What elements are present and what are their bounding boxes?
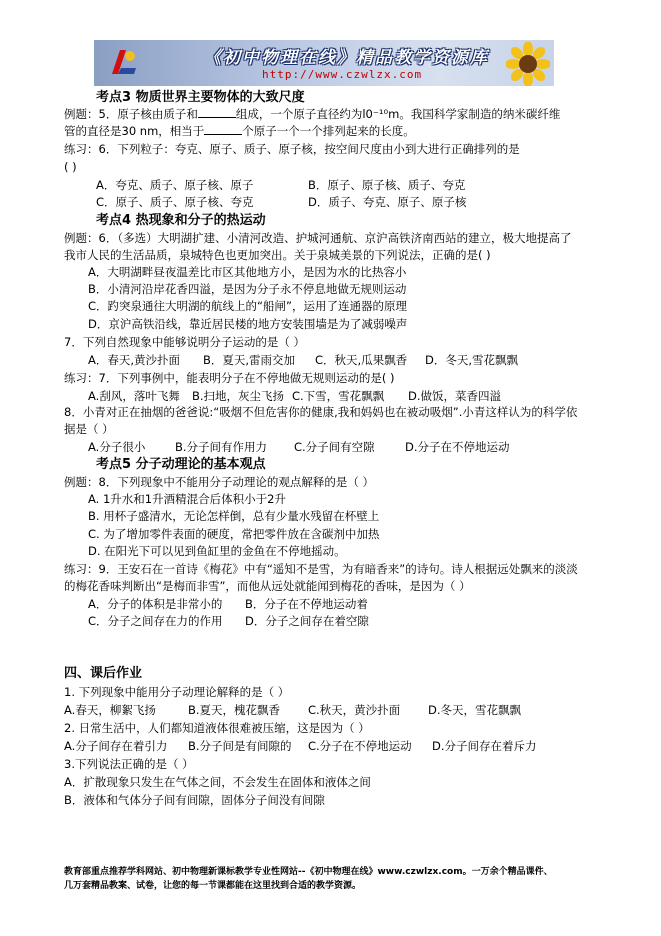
- question-8-cont: 据是（ ）: [64, 422, 114, 436]
- homework-question-2: 2. 日常生活中，人们都知道液体很难被压缩，这是因为（ ）: [64, 721, 370, 735]
- answer-blank[interactable]: [204, 124, 242, 135]
- option-c: C．趵突泉通往大明湖的航线上的“船闸”，运用了连通器的原理: [88, 299, 407, 313]
- option-b: B．夏天,雷雨交加: [203, 353, 296, 367]
- option-c: C.分子间有空隙: [294, 440, 375, 454]
- option-a: A.分子很小: [88, 440, 146, 454]
- question-7: 7．下列自然现象中能够说明分子运动的是（ ）: [64, 335, 305, 349]
- option-b: B.夏天，槐花飘香: [188, 703, 281, 717]
- option-b: B. 用杯子盛清水，无论怎样倒，总有少量水残留在杯壁上: [88, 509, 380, 523]
- example-8: 例题：8．下列现象中不能用分子动理论的观点解释的是（ ）: [64, 475, 374, 489]
- exercise-9-cont: 的梅花香味判断出“是梅而非雪”，而他从远处就能闻到梅花的香味，是因为（ ）: [64, 579, 471, 593]
- option-d: D.分子在不停地运动: [405, 440, 510, 454]
- option-d: D．质子、夸克、原子、原子核: [308, 195, 467, 209]
- option-a: A.春天，柳絮飞扬: [64, 703, 156, 717]
- site-banner: [94, 40, 554, 86]
- option-d: D.冬天，雪花飘飘: [428, 703, 522, 717]
- option-a: A. 1升水和1升酒精混合后体积小于2升: [88, 492, 286, 506]
- option-b: B．分子在不停地运动着: [245, 597, 368, 611]
- option-a: A.分子间存在着引力: [64, 739, 168, 753]
- footer-line-2: 几万套精品教案、试卷，让您的每一节课都能在这里找到合适的教学资源。: [64, 881, 362, 891]
- option-c: C. 为了增加零件表面的硬度，常把零件放在含碳剂中加热: [88, 527, 380, 541]
- example-5: 例题：5．原子核由质子和 组成，一个原子直径约为l0⁻¹⁰m。我国科学家制造的纳米碳纤维: [64, 107, 561, 121]
- example-6: 例题：6．（多选）大明湖扩建、小清河改造、护城河通航、京沪高铁济南西站的建立，极大地提高了: [64, 231, 572, 245]
- site-logo-icon: [106, 46, 140, 80]
- option-d: D．京沪高铁沿线，靠近居民楼的地方安装围墙是为了减弱噪声: [88, 317, 408, 331]
- option-d: D.做饭，菜香四溢: [408, 389, 502, 403]
- option-b: B.扫地，灰尘飞扬: [192, 389, 285, 403]
- example-5-cont: 管的直径是30 nm，相当于 个原子一个一个排列起来的长度。: [64, 124, 415, 138]
- option-c: C．原子、质子、原子核、夸克: [96, 195, 254, 209]
- answer-blank[interactable]: [198, 107, 236, 118]
- exercise-6: 练习：6．下列粒子：夸克、原子、质子、原子核，按空间尺度由小到大进行正确排列的是: [64, 142, 520, 156]
- exercise-6-paren: ( ): [64, 160, 77, 174]
- option-b: B.分子间是有间隙的: [188, 739, 292, 753]
- option-d: D．冬天,雪花飘飘: [425, 353, 519, 367]
- banner-url[interactable]: http://www.czwlzx.com: [262, 68, 423, 81]
- option-c: C.下雪，雪花飘飘: [292, 389, 385, 403]
- banner-title: 《初中物理在线》精品教学资源库: [204, 48, 489, 68]
- section-heading-3: 考点3 物质世界主要物体的大致尺度: [96, 90, 305, 105]
- section-heading-5: 考点5 分子动理论的基本观点: [96, 457, 266, 472]
- footer-line-1: 教育部重点推荐学科网站、初中物理新课标教学专业性网站--《初中物理在线》www.czwlzx.com。一万余个精品课件、: [64, 867, 553, 877]
- option-a: A．扩散现象只发生在气体之间，不会发生在固体和液体之间: [64, 775, 371, 789]
- option-a: A.刮风，落叶飞舞: [88, 389, 180, 403]
- option-a: A．夸克、质子、原子核、原子: [96, 178, 254, 192]
- section-heading-4: 考点4 热现象和分子的热运动: [96, 213, 266, 228]
- option-a: A．春天,黄沙扑面: [88, 353, 181, 367]
- exercise-9: 练习：9．王安石在一首诗《梅花》中有“遥知不是雪，为有暗香来”的诗句。诗人根据远处飘来的淡淡: [64, 562, 578, 576]
- homework-question-3: 3.下列说法正确的是（ ）: [64, 757, 194, 771]
- option-c: C.秋天，黄沙扑面: [308, 703, 401, 717]
- option-b: B．小清河沿岸花香四溢，是因为分子永不停息地做无规则运动: [88, 282, 407, 296]
- option-d: D．分子之间存在着空隙: [245, 614, 369, 628]
- option-d: D. 在阳光下可以见到鱼缸里的金鱼在不停地摇动。: [88, 544, 346, 558]
- option-b: B．原子、原子核、质子、夸克: [308, 178, 466, 192]
- option-b: B．液体和气体分子间有间隙，固体分子间没有间隙: [64, 793, 325, 807]
- option-a: A．大明湖畔昼夜温差比市区其他地方小，是因为水的比热容小: [88, 265, 407, 279]
- option-d: D.分子间存在着斥力: [432, 739, 537, 753]
- option-c: C.分子在不停地运动: [308, 739, 412, 753]
- question-8: 8．小青对正在抽烟的爸爸说:“吸烟不但危害你的健康,我和妈妈也在被动吸烟”.小青这样认为的科学依: [64, 405, 578, 419]
- homework-question-1: 1. 下列现象中能用分子动理论解释的是（ ）: [64, 685, 290, 699]
- option-a: A．分子的体积是非常小的: [88, 597, 223, 611]
- option-c: C．分子之间存在力的作用: [88, 614, 223, 628]
- homework-heading: 四、课后作业: [64, 666, 143, 681]
- option-b: B.分子间有作用力: [175, 440, 268, 454]
- exercise-7: 练习：7．下列事例中，能表明分子在不停地做无规则运动的是( ): [64, 371, 395, 385]
- sunflower-icon: [506, 42, 550, 86]
- option-c: C．秋天,瓜果飘香: [315, 353, 408, 367]
- example-6-cont: 我市人民的生活品质，泉城特色也更加突出。关于泉城美景的下列说法，正确的是( ): [64, 248, 491, 262]
